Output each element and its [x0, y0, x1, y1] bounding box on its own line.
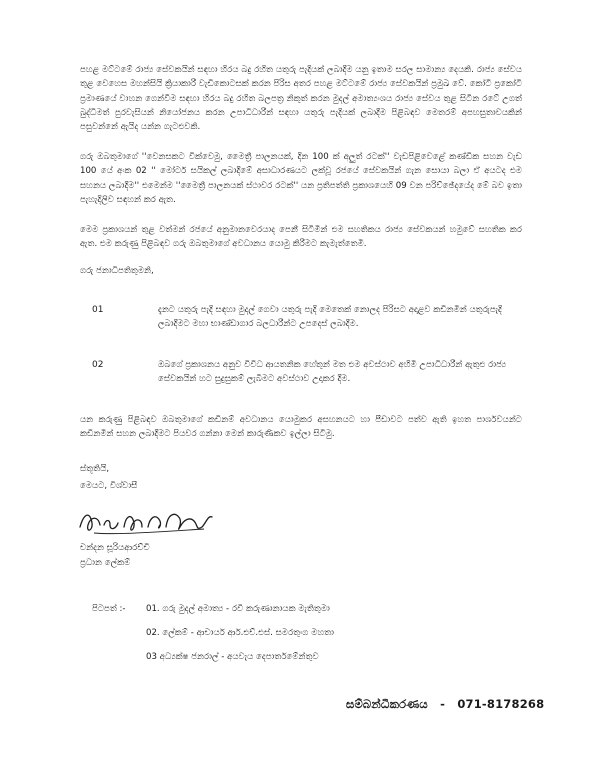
copy-recipient-1: 01. ගරු මුදල් අමාත්‍ය - රවි කරුණානායක මැතිතුමා [146, 604, 330, 614]
request-text-2: ඔබගේ ප්‍රකාශනය අනුව විවිධ ආයතනික හේතුන් මත එම අවස්ථාව අහිමි උපාධිධාරීන් ඇතුළු රාජ්‍ය සේවකයින් හට සුදුසුකම් ලැබීමට අවස්ථාව උදාකර දීම. [158, 360, 507, 385]
signer-title: ප්‍රධාන ලේකම් [80, 558, 131, 568]
request-text-1: දැනට යතුරු පැදි සඳහා මුදල් ගෙවා යතුරු පැදි මෙතෙක් නොලද පිරිසට අදාළව කඩිනමින් යතුරුපැදි ලබාදීමට මහා භාණ්ඩාගාර බලධාරීන්ට උපදෙස් ලබාදීම. [158, 305, 502, 330]
contact-footer [346, 697, 544, 712]
paragraph-closing: යන කරුණු පිළිබඳව ඔබතුමාගේ කඩිනම් අවධානය යොමුකර අසහනයට හා පීඩාවට පත්ව ඇති ඉහත පාර්ශවයන්ට කඩිනමින් සහන ලබාදීමට පියවර ගන්නා මෙන් කාරුණිකව ඉල්ලා සිටිමු. [80, 415, 522, 440]
request-number-2: 02 [92, 360, 104, 370]
paragraph-policy: ගරු ඔබතුමාගේ ''වෙනසකට වික්වෙමු, මෛත්‍රී පාලනයක්, දින 100 ක් අලුත් රටක්'' වැඩපිළිවෙළේ කණ්ඩික සහන වැඩ 100 යේ අංක 02 '' මෝටර් සයිකල් ලබාදීමේ අසාධාරණයට ලක්වූ රජයේ සේවකයින් ගැන සොයා බලා ඒ අයටද එම සහනය ලබාදීම'' එමෙන්ම ''මෛත්‍රී පාලනයක් ස්ථාවර රටක්'' යන ප්‍රතිපත්ති ප්‍රකාශයෙහි 09 වන පරිච්ඡේදයේද මේ බව ඉතා පැහැදිලිව සඳහන් කර ඇත. [80, 152, 522, 205]
thanks-line: ස්තූතියි, [80, 464, 110, 474]
copy-recipient-2: 02. ලේකම් - ආචාර්ය ආර්.එච්.එස්. සමරතුංග මහතා [146, 628, 334, 638]
request-number-1: 01 [92, 305, 104, 315]
copy-recipient-3: 03 අධ්‍යක්ෂ ජනරාල් - අයවැය දෙපාර්තමේන්තුව [146, 652, 319, 662]
signature-image [76, 505, 226, 539]
contact-label: සම්බන්ධීකරණය [346, 697, 428, 711]
yours-faithfully-line: මෙයට, විශ්වාසී [80, 481, 138, 491]
paragraph-intro: පහළ මට්ටමේ රාජ්‍ය සේවකයින් සඳහා හිරය බදු රහිත යතුරු පැදියක් ලබාදීම යනු ඉතාම සරල සාමාන්‍ය දෙයකි. රාජ්‍ය සේවය තුළ වෙහෙස මහන්සියි ක්‍රියාකාරී වැඩිකොටසක් කරන පිරිස අතර පහළ මට්ටමේ රාජ්‍ය සේවකයින් ප්‍රමුඛ වේ. කෝටි ප්‍රකෝටි ප්‍රමාණයේ වාහන ගෙන්වීම සඳහා හිරය බදු රහිත බලපත්‍ර නිකුත් කරන මුදල් අමාත්‍යංශය රාජ්‍ය සේවය තුළ සිටින රටේ උගත් බුද්ධිමත් පුරවැසියන් නියෝජනය කරන උපාධිධාරීන් සඳහා යතුරු පැදියක් ලබාදීම පිළිබඳව මෙතරම් අපහසුතාවයකින් පසුවන්නේ ඇයිද යන්න ගැටළුවකි. [80, 65, 522, 133]
paragraph-assurance: මෙම ප්‍රකාශයන් තුළ වත්මන් රජයේ අනුමානවෙරයාද පෙනී සිටිමින් එම සහතිකය රාජ්‍ය සේවකයන් හමුවේ සහතික කර ඇත. එම කරුණු පිළිබඳව ගරු ඔබතුමාගේ අවධානය යොමු කිරීමට කැමැත්තෙමි. [80, 225, 522, 250]
contact-separator: - [440, 697, 446, 711]
contact-phone: 071-8178268 [457, 697, 545, 711]
signer-name: චන්දන සූරියආරච්චි [80, 543, 150, 553]
salutation: ගරු ජනාධිපතිතුමනි, [80, 266, 154, 276]
copies-label: පිටපත් :- [92, 604, 126, 614]
